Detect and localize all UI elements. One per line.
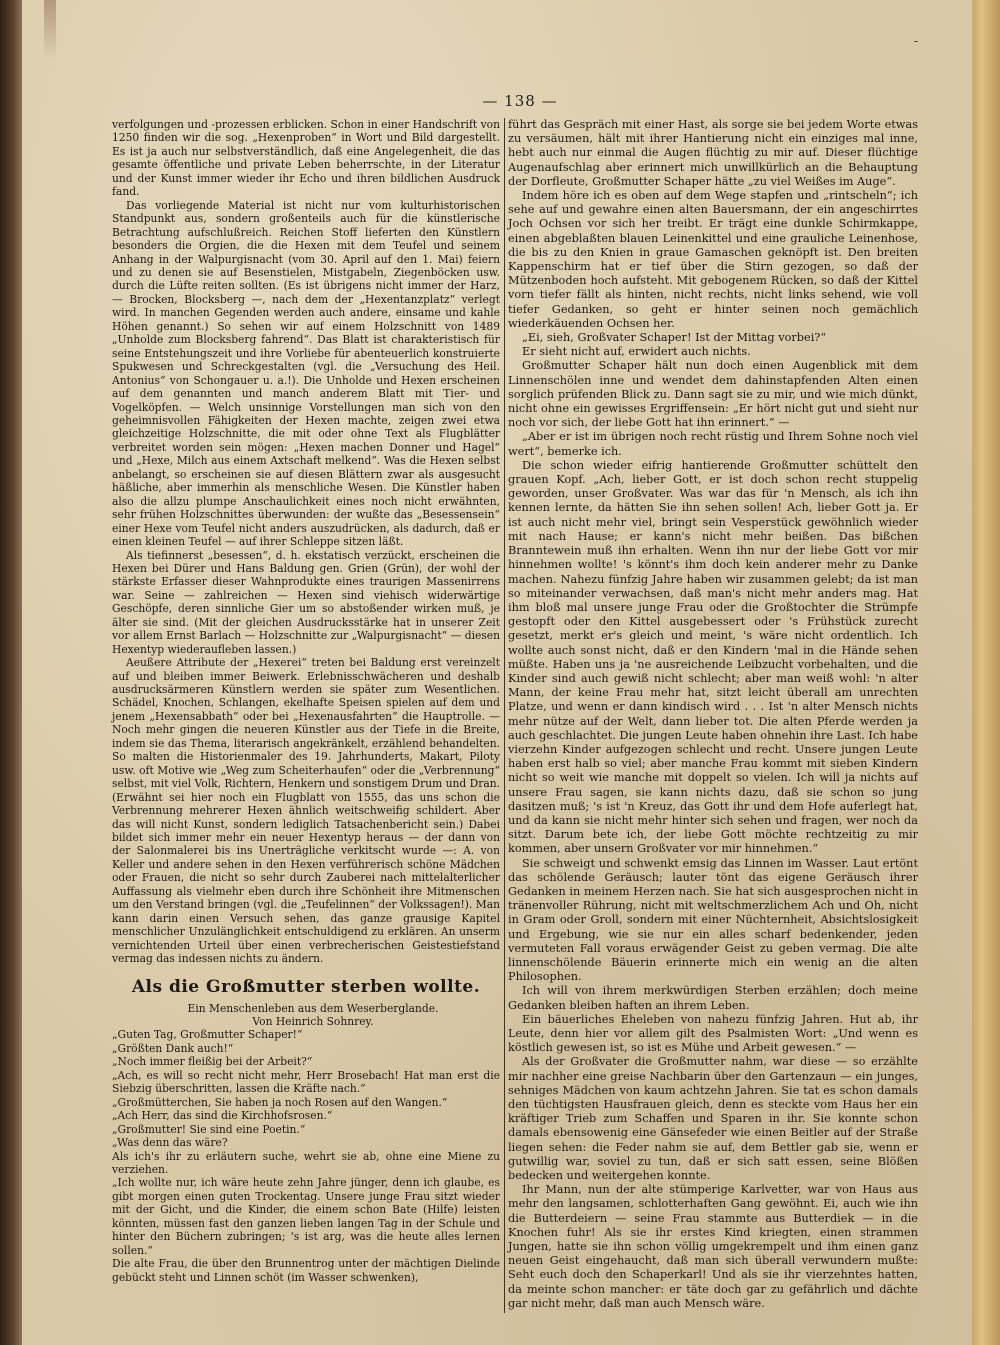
- story-paragraph: „Aber er ist im übrigen noch recht rüstig und Ihrem Sohne noch viel wert“, bemerke ich.: [508, 430, 918, 458]
- dialogue-line: „Noch immer fleißig bei der Arbeit?“: [112, 1055, 313, 1069]
- story-paragraph: Er sieht nicht auf, erwidert auch nichts.: [522, 345, 751, 359]
- page-corner-shadow: [44, 0, 56, 60]
- dialogue-line: „Großmutter! Sie sind eine Poetin.“: [112, 1122, 306, 1136]
- page-number: — 138 —: [482, 92, 558, 110]
- story-author: Von Heinrich Sohnrey.: [252, 1015, 374, 1028]
- article-paragraph: Aeußere Attribute der „Hexerei“ treten bei Baldung erst vereinzelt auf und bleiben immer Beiwerk. Erlebnisschwächeren und deshalb ausdrucksärmeren Künstlern werden sie später zum Wesentlichen. Schädel, Knochen, Schlangen, ekelhafte Speisen spielen auf dem und jenem „Hexensabbath“ oder bei „Hexenausfahrten“ die Hauptrolle. — Noch mehr gingen die neueren Künstler aus der Tiefe in die Breite, indem sie das Thema, literarisch angekränkelt, erzählend behandelten. So malten die Historienmaler des 19. Jahrhunderts, Makart, Piloty usw. oft Motive wie „Weg zum Scheiterhaufen“ oder die „Verbrennung“ selbst, mit viel Volk, Richtern, Henkern und sonstigem Drum und Dran. (Erwähnt sei hier noch ein Flugblatt von 1555, das uns schon die Verbrennung mehrerer Hexen ähnlich weitschweifig schildert. Aber das will nicht Kunst, sondern lediglich Tatsachenbericht sein.) Dabei bildet sich immer mehr ein neuer Hexentyp heraus — der dann von der Salonmalerei bis ins Unerträgliche verkitscht wurde —: A. von Keller und andere sehen in den Hexen verführerisch schöne Mädchen oder Frauen, die nicht so sehr durch Zauberei nach mittelalterlicher Auffassung als vielmehr eben durch ihre Schönheit ihre Mitmenschen um den Verstand bringen (vgl. die „Teufelinnen“ der Volkssagen!). Man kann darin einen Versuch sehen, das ganze grausige Kapitel menschlicher Unzulänglichkeit entschuldigend zu erklären. An unserm vernichtenden Urteil über einen verbrecherischen Geistestiefstand vermag das indessen nichts zu ändern.: [112, 656, 500, 966]
- dialogue-line: „Ach Herr, das sind die Kirchhofsrosen.“: [112, 1109, 333, 1123]
- dialogue-line: Die alte Frau, die über den Brunnentrog unter der mächtigen Dielinde gebückt steht und Linnen schöt (im Wasser schwenken),: [112, 1257, 500, 1284]
- story-title: Als die Großmutter sterben wollte.: [131, 976, 481, 997]
- dialogue-line: „Größten Dank auch!“: [112, 1041, 234, 1055]
- article-paragraph: verfolgungen und -prozessen erblicken. Schon in einer Handschrift von 1250 finden wir die sog. „Hexenproben“ in Wort und Bild dargestellt. Es ist ja auch nur selbstverständlich, daß eine Angelegenheit, die das gesamte öffentliche und private Leben beherrschte, in der Literatur und der Kunst immer wieder ihr Echo und ihren bildlichen Ausdruck fand.: [112, 118, 500, 199]
- story-subtitle: Ein Menschenleben aus dem Weserberglande.: [187, 1001, 439, 1015]
- dialogue-line: „Ach, es will so recht nicht mehr, Herr Brosebach! Hat man erst die Siebzig überschritten, lassen die Kräfte nach.“: [112, 1068, 500, 1096]
- story-paragraph: Ich will von ihrem merkwürdigen Sterben erzählen; doch meine Gedanken bleiben haften an ihrem Leben.: [508, 984, 918, 1012]
- dialogue-line: „Guten Tag, Großmutter Schaper!“: [112, 1028, 303, 1042]
- corner-mark: -: [913, 34, 919, 49]
- story-paragraph: Als der Großvater die Großmutter nahm, war diese — so erzählte mir nachher eine greise Nachbarin über den Gartenzaun — ein junges, sehniges Mädchen von kaum achtzehn Jahren. Sie tat es schon damals den tüchtigsten Hausfrauen gleich, denn es steckte vom Haus her ein kräftiger Trieb zum Schaffen und Sparen in ihr. Sie konnte schon damals ebensowenig eine Gänsefeder wie einen Beitler auf der Straße liegen sehen: die Feder nahm sie auf, dem Bettler gab sie, wenn er gutwillig war, soviel zu tun, daß er sich satt essen, seine Blößen bedecken und weitergehen konnte.: [508, 1055, 918, 1183]
- story-paragraph: Sie schweigt und schwenkt emsig das Linnen im Wasser. Laut ertönt das schölende Geräusch; lauter tönt das eigene Geräusch ihrer Gedanken in meinem Herzen nach. Sie hat sich ausgesprochen nicht in tränenvoller Rührung, nicht mit weltschmerzlichem Ach und Oh, nicht in Gram oder Groll, sondern mit einer Nüchternheit, Absichtslosigkeit und Ergebung, wie sie nur ein alles scharf bedenkender, jeden vermuteten Fall voraus erwägender Geist zu geben vermag. Die alte linnenschölende Bäuerin erinnerte mich ein wenig an die alten Philosophen.: [508, 856, 918, 984]
- story-paragraph: Indem höre ich es oben auf dem Wege stapfen und „rintscheln“; ich sehe auf und gewahre einen alten Bauersmann, der ein angeschirrtes Joch Ochsen vor sich her treibt. Er trägt eine dunkle Schirmkappe, einen abgeblaßten blauen Leinenkittel und eine grauliche Leinenhose, die bis zu den Knien in graue Gamaschen geknöpft ist. Den breiten Kappenschirm hat er tief über die Stirn gezogen, so daß der Mützenboden hoch aufsteht. Mit gebogenem Rücken, so daß der Kittel vorn tiefer fällt als hinten, nicht rechts, nicht links sehend, wie voll tiefer Gedanken, so geht er hinter seinen noch gemächlich wiederkäuenden Ochsen her.: [508, 189, 918, 330]
- left-column: [112, 118, 500, 1284]
- story-paragraph: „Ei, sieh, Großvater Schaper! Ist der Mittag vorbei?“: [522, 331, 827, 345]
- story-paragraph: Die schon wieder eifrig hantierende Großmutter schüttelt den grauen Kopf. „Ach, lieber Gott, er ist doch schon recht stuppelig geworden, unser Großvater. Was war das für 'n Mensch, als ich ihn kennen lernte, da hätten Sie ihn sehen sollen! Ach, lieber Gott ja. Er ist auch nicht mehr viel, bringt sein Vesperstück gewöhnlich wieder mit nach Hause; er kann's nicht mehr beißen. Das bißchen Branntewein muß ihn erhalten. Wenn ihn nur der liebe Gott vor mir hinnehmen wollte! 's könnt's ihm doch kein anderer mehr zu Danke machen. Nahezu fünfzig Jahre haben wir zusammen gelebt; da ist man so miteinander verwachsen, daß man's nicht mehr anders mag. Hat ihm bloß mal unsere junge Frau oder die Großtochter die Strümpfe gestopft oder den Kittel ausgebessert oder 's Frühstück zurecht gesetzt, merkt er's gleich und meint, 's wäre nicht ordentlich. Ich wollte auch sonst nicht, daß er den Kindern 'mal in die Hände sehen müßte. Haben uns ja 'ne ausreichende Leibzucht vorbehalten, und die Kinder sind auch gewiß nicht schlecht; aber man weiß wohl: 'n alter Mann, der keine Frau mehr hat, sitzt leicht überall am unrechten Platze, und wenn er dann kindisch wird . . . Ist 'n alter Mensch nichts mehr nütze auf der Welt, dann lieber tot. Die alten Pferde werden ja auch geschlachtet. Die jungen Leute haben ohnehin ihre Last. Ich habe vierzehn Kinder aufgezogen schlecht und recht. Unsere jungen Leute haben erst halb so viel; aber manche Frau kommt mit sieben Kindern nicht so weit wie manche mit doppelt so vielen. Ich will ja nichts auf unsere Frau sagen, sie kann nichts dazu, daß sie schon so jung dasitzen muß; 's ist 'n Kreuz, das Gott ihr und dem Hofe auferlegt hat, und da kann sie nicht mehr hinter sich sehen und fragen, wer noch da sitzt. Darum bete ich, der liebe Gott möchte rechtzeitig zu mir kommen, aber unsern Großvater vor mir hinnehmen.“: [508, 458, 918, 856]
- article-paragraph: Das vorliegende Material ist nicht nur vom kulturhistorischen Standpunkt aus, sondern großenteils auch für die künstlerische Betrachtung aufschlußreich. Reichen Stoff lieferten den Künstlern besonders die Orgien, die die Hexen mit dem Teufel und seinem Anhang in der Walpurgisnacht (vom 30. April auf den 1. Mai) feiern und zu denen sie auf Besenstielen, Mistgabeln, Ziegenböcken usw. durch die Lüfte reiten sollten. (Es ist übrigens nicht immer der Harz, — Brocken, Blocksberg —, nach dem der „Hexentanzplatz“ verlegt wird. In manchen Gegenden werden auch andere, einsame und kahle Höhen genannt.) So sehen wir auf einem Holzschnitt von 1489 „Unholde zum Blocksberg fahrend“. Das Blatt ist charakteristisch für seine Entstehungszeit und ihre Vorliebe für abenteuerlich konstruierte Spukwesen und Schreckgestalten (vgl. die „Versuchung des Heil. Antonius“ von Schongauer u. a.!). Die Unholde und Hexen erscheinen auf dem genannten und manch anderem Blatt mit Tier- und Vogelköpfen. — Welch unsinnige Vorstellungen man sich von den geheimnisvollen Fähigkeiten der Hexen machte, zeigen zwei etwa gleichzeitige Holzschnitte, die mit oder ohne Text als Flugblätter verbreitet worden sein mögen: „Hexen machen Donner und Hagel“ und „Hexe, Milch aus einem Axtschaft melkend“. Was die Hexen selbst anbelangt, so erscheinen sie auf diesen Blättern zwar als ausgesucht häßliche, aber immerhin als menschliche Wesen. Die Künstler haben also die allzu plumpe Anschaulichkeit eines noch nicht erwähnten, sehr frühen Holzschnittes überwunden: der wußte das „Besessensein“ einer Hexe vom Teufel nicht anders auszudrücken, als dadurch, daß er einen kleinen Teufel — auf ihrer Schleppe sitzen läßt.: [112, 198, 500, 549]
- story-paragraph: Ein bäuerliches Eheleben von nahezu fünfzig Jahren. Hut ab, ihr Leute, denn hier vor allem gilt des Psalmisten Wort: „Und wenn es köstlich gewesen ist, so ist es Mühe und Arbeit gewesen.“ —: [508, 1012, 918, 1055]
- dialogue-line: Als ich's ihr zu erläutern suche, wehrt sie ab, ohne eine Miene zu verziehen.: [112, 1149, 500, 1176]
- dialogue-line: „Ich wollte nur, ich wäre heute zehn Jahre jünger, denn ich glaube, es gibt morgen einen guten Trockentag. Unsere junge Frau sitzt wieder mit der Gicht, und die Kinder, die einem schon Bate (Hilfe) leisten könnten, müssen fast den ganzen lieben langen Tag in der Schule und hinter den Büchern zubringen; 's ist arg, was die heute alles lernen sollen.“: [112, 1176, 500, 1257]
- story-paragraph: Ihr Mann, nun der alte stümperige Karlvetter, war von Haus aus mehr den langsamen, schlotterhaften Gang gewöhnt. Ei, auch wie ihn die Butterdeiern — seine Frau stammte aus Butterdiek — in die Knochen fuhr! Als sie ihr erstes Kind kriegten, einen strammen Jungen, hatte sie ihn schon völlig umgekrempelt und ihm einen ganz neuen Geist eingehaucht, daß man sich überall verwundern mußte: Seht euch doch den Schaperkarl! Und als sie ihr vierzehntes hatten, da meinte schon mancher: er täte doch gar zu gefährlich und dächte gar nicht mehr, daß man auch Mensch wäre.: [508, 1183, 918, 1310]
- dialogue-line: „Großmütterchen, Sie haben ja noch Rosen auf den Wangen.“: [112, 1095, 448, 1109]
- column-divider: [504, 118, 505, 1313]
- article-paragraph: Als tiefinnerst „besessen“, d. h. ekstatisch verzückt, erscheinen die Hexen bei Dürer und Hans Baldung gen. Grien (Grün), der wohl der stärkste Erfasser dieser Wahnprodukte eines traurigen Massenirrens war. Seine — zahlreichen — Hexen sind viehisch widerwärtige Geschöpfe, deren sinnliche Gier um so abstoßender wirken muß, je älter sie sind. (Mit der gleichen Ausdrucksstärke hat in unserer Zeit vor allem Ernst Barlach — Holzschnitte zur „Walpurgisnacht“ — diesen Hexentyp wiederaufleben lassen.): [112, 548, 500, 656]
- story-paragraph: Großmutter Schaper hält nun doch einen Augenblick mit dem Linnenschölen inne und wendet dem dahinstapfenden Alten einen sorglich prüfenden Blick zu. Dann sagt sie zu mir, und wie mich dünkt, nicht ohne ein gewisses Ergriffensein: „Er hört nicht gut und sieht nur noch vor sich, der liebe Gott hat ihn erinnert.“ —: [508, 359, 918, 430]
- story-paragraph: führt das Gespräch mit einer Hast, als sorge sie bei jedem Worte etwas zu versäumen, hält mit ihrer Hantierung nicht ein einziges mal inne, hebt auch nur einmal die Augen flüchtig zu mir auf. Dieser flüchtige Augenaufschlag aber erinnert mich unwillkürlich an die Behauptung der Dorfleute, Großmutter Schaper hätte „zu viel Weißes im Auge“.: [508, 118, 918, 188]
- right-column: [508, 118, 918, 1311]
- dialogue-line: „Was denn das wäre?: [112, 1136, 228, 1150]
- story-dialogue: [112, 1028, 500, 1284]
- binding-edge-right: [972, 0, 1000, 1345]
- binding-edge-left: [0, 0, 22, 1345]
